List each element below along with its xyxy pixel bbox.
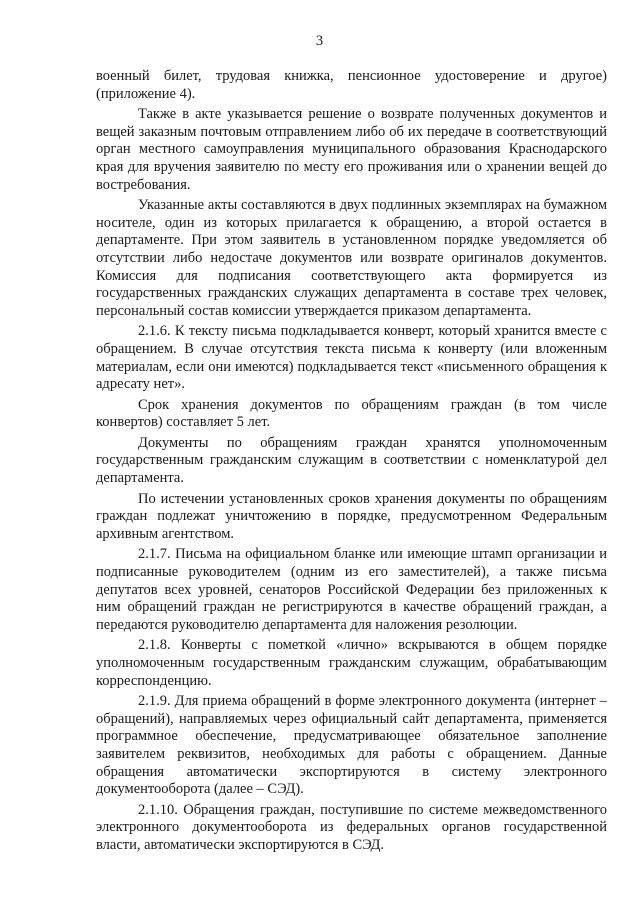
paragraph-4: 2.1.6. К тексту письма подкладывается конверт, который хранится вместе с обращением. В случае отсутствия текста письма к конверту (или вложенным материалам, если они имеются) подкладывается текст «письменного обращения к адресату нет». (96, 323, 607, 393)
paragraph-6: Документы по обращениям граждан хранятся уполномоченным государственным гражданским служащим в соответствии с номенклатурой дел департамента. (96, 434, 607, 487)
paragraph-5: Срок хранения документов по обращениям граждан (в том числе конвертов) составляет 5 лет. (96, 396, 607, 431)
paragraph-8: 2.1.7. Письма на официальном бланке или имеющие штамп организации и подписанные руководителем (одним из его заместителей), а также письма депутатов всех уровней, сенаторов Российской Федерации без приложенных к ним обращений граждан не регистрируются в качестве обращений граждан, а передаются руководителю департамента для наложения резолюции. (96, 546, 607, 633)
paragraph-11: 2.1.10. Обращения граждан, поступившие по системе межведомственного электронного документооборота из федеральных органов государственной власти, автоматически экспортируются в СЭД. (96, 801, 607, 853)
document-body (96, 68, 607, 855)
page-number: 3 (315, 33, 324, 49)
paragraph-10: 2.1.9. Для приема обращений в форме электронного документа (интернет – обращений), направляемых через официальный сайт департамента, применяется программное обеспечение, предусматривающее обязательное заполнение заявителем реквизитов, необходимых для работы с обращением. Данные обращения автоматически экспортируются в систему электронного документооборота (далее – СЭД). (96, 693, 607, 798)
paragraph-1: военный билет, трудовая книжка, пенсионное удостоверение и другое) (приложение 4). (96, 68, 607, 102)
paragraph-9: 2.1.8. Конверты с пометкой «лично» вскрываются в общем порядке уполномоченным государственным гражданским служащим, обрабатывающим корреспонденцию. (96, 637, 607, 689)
paragraph-3: Указанные акты составляются в двух подлинных экземплярах на бумажном носителе, один из которых прилагается к обращению, а второй остается в департаменте. При этом заявитель в установленном порядке уведомляется об отсутствии либо недостаче документов или возврате оригиналов документов. Комиссия для подписания соответствующего акта формируется из государственных гражданских служащих департамента в составе трех человек, персональный состав комиссии утверждается приказом департамента. (96, 197, 607, 319)
paragraph-2: Также в акте указывается решение о возврате полученных документов и вещей заказным почтовым отправлением либо об их передаче в соответствующий орган местного самоуправления муниципального образования Краснодарского края для вручения заявителю по месту его проживания или о хранении вещей до востребования. (96, 106, 607, 193)
paragraph-7: По истечении установленных сроков хранения документы по обращениям граждан подлежат уничтожению в порядке, предусмотренном Федеральным архивным агентством. (96, 490, 607, 542)
